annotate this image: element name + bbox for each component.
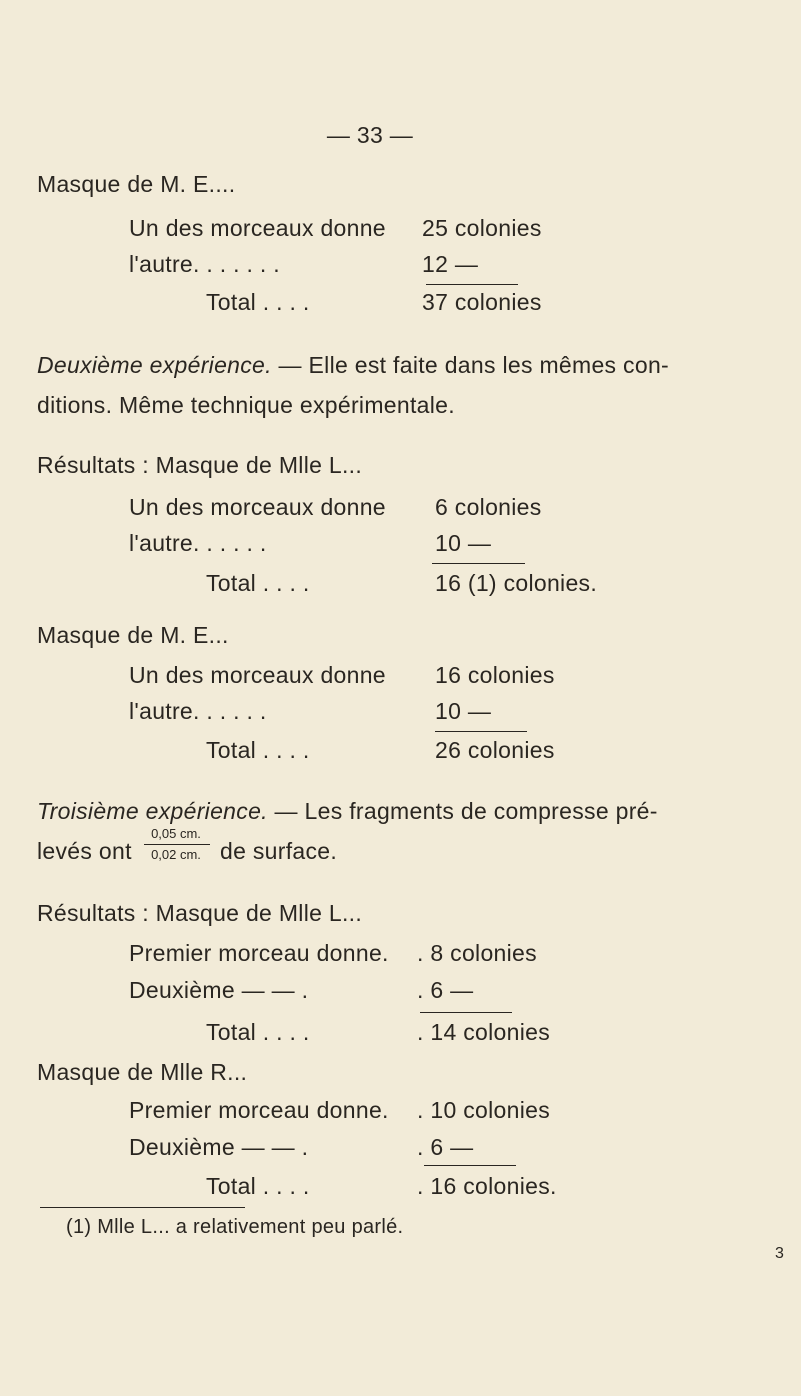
total-label: Total . . . . [206,1173,310,1199]
sum-rule [435,731,527,732]
total-value: . 14 colonies [417,1019,551,1045]
total-label: Total . . . . [206,570,310,596]
footnote-rule [40,1207,245,1208]
sum-rule [420,1012,512,1013]
sum-rule [432,563,525,564]
paragraph-text: levés ont [37,838,132,864]
total-value: . 16 colonies. [417,1173,557,1199]
total-value: 37 colonies [422,289,542,315]
paragraph-text: — Les fragments de compresse pré- [267,798,658,824]
row-value: 25 colonies [422,215,542,241]
row-label: Premier morceau donne. [129,940,389,966]
experience-heading: Deuxième expérience. [37,352,272,378]
experience-paragraph [37,352,669,379]
total-value: 16 (1) colonies. [435,570,598,596]
results-title: Résultats : Masque de Mlle L... [37,452,363,478]
row-label: Deuxième — — . [129,1134,309,1160]
row-label: Un des morceaux donne [129,494,386,520]
results-title: Résultats : Masque de Mlle L... [37,900,363,926]
total-label: Total . . . . [206,737,310,763]
row-value: 6 colonies [435,494,542,520]
paragraph-text: — Elle est faite dans les mêmes con- [271,352,669,378]
paragraph-text: de surface. [220,838,338,864]
row-label: Un des morceaux donne [129,662,386,688]
row-label: l'autre. . . . . . [129,530,267,556]
signature-mark: 3 [775,1245,785,1262]
sum-rule [424,1165,516,1166]
row-value: . 8 colonies [417,940,537,966]
experience-heading: Troisième expérience. [37,798,268,824]
fraction-denominator: 0,02 cm. [151,847,201,862]
row-value: . 6 — [417,1134,474,1160]
row-label: l'autre. . . . . . . [129,251,280,277]
sum-rule [426,284,518,285]
row-label: Un des morceaux donne [129,215,386,241]
footnote: (1) Mlle L... a relativement peu parlé. [66,1216,404,1238]
total-value: 26 colonies [435,737,555,763]
row-label: Premier morceau donne. [129,1097,389,1123]
row-value: 12 — [422,251,479,277]
fraction-numerator: 0,05 cm. [151,826,201,841]
row-label: l'autre. . . . . . [129,698,267,724]
row-value: 10 — [435,530,492,556]
experience-paragraph [37,798,658,825]
results-title: Masque de M. E... [37,622,229,648]
paragraph-text: ditions. Même technique expérimentale. [37,392,455,418]
row-value: . 6 — [417,977,474,1003]
row-label: Deuxième — — . [129,977,309,1003]
results-title: Masque de Mlle R... [37,1059,248,1085]
total-label: Total . . . . [206,1019,310,1045]
row-value: 10 — [435,698,492,724]
row-value: . 10 colonies [417,1097,551,1123]
total-label: Total . . . . [206,289,310,315]
row-value: 16 colonies [435,662,555,688]
section-title: Masque de M. E.... [37,171,236,197]
fraction-bar [144,844,210,845]
page-number: — 33 — [326,122,414,148]
